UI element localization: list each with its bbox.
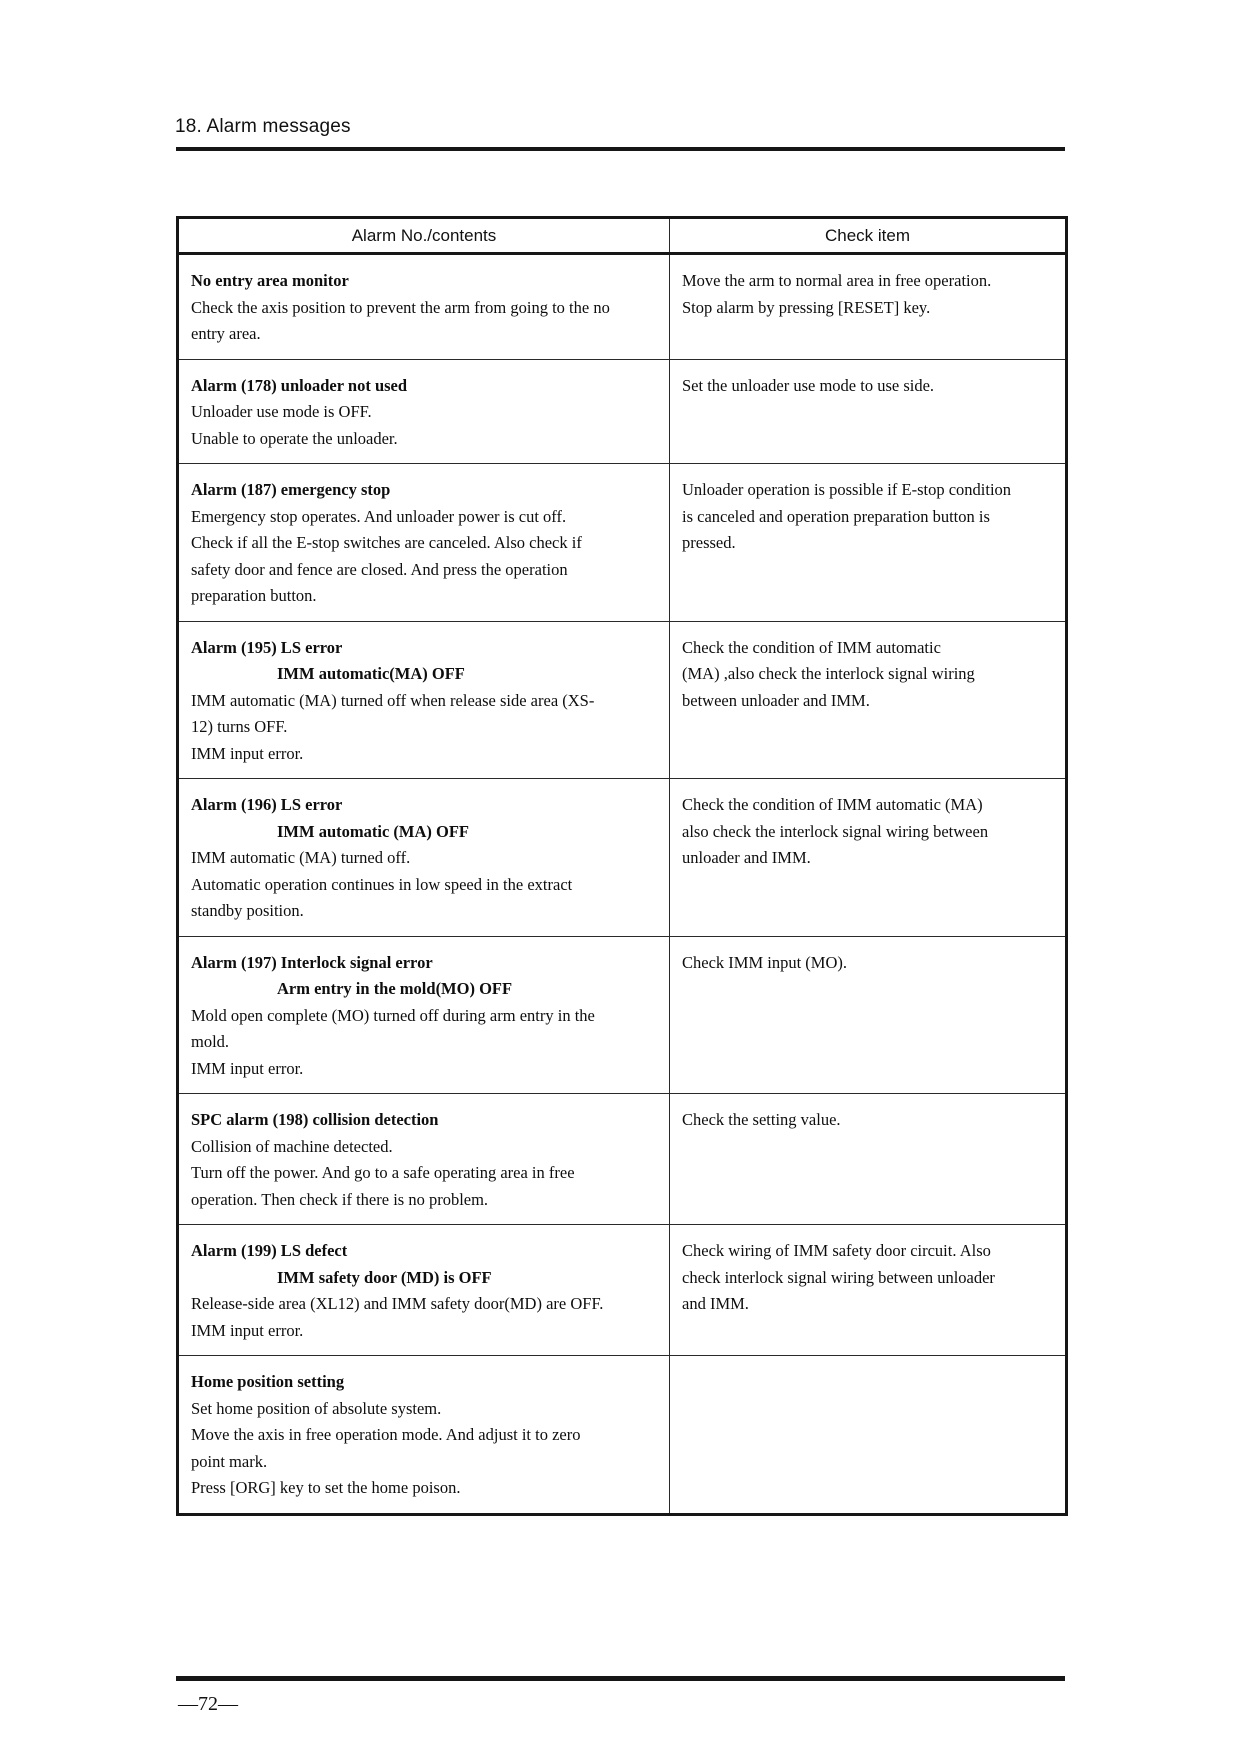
text-line: check interlock signal wiring between unloader: [682, 1267, 995, 1287]
text-line: Check wiring of IMM safety door circuit. Also: [682, 1241, 991, 1260]
alarm-cell: [178, 779, 670, 937]
text-line: Arm entry in the mold(MO) OFF: [277, 979, 513, 998]
text-line: Release-side area (XL12) and IMM safety door(MD) are OFF.: [191, 1294, 604, 1313]
text-line: entry area.: [191, 324, 261, 343]
check-cell: [670, 621, 1067, 779]
check-cell: [670, 779, 1067, 937]
text-line: Alarm (197) Interlock signal error: [191, 952, 433, 972]
text-line: Stop alarm by pressing [RESET] key.: [682, 297, 931, 317]
text-line: SPC alarm (198) collision detection: [191, 1110, 439, 1129]
text-line: Alarm (178) unloader not used: [191, 375, 408, 395]
table-row: [178, 359, 1067, 464]
text-line: point mark.: [191, 1451, 268, 1471]
table-row: [178, 779, 1067, 937]
alarm-cell: [178, 936, 670, 1094]
page-number: —72—: [178, 1693, 238, 1715]
alarm-cell: [178, 359, 670, 464]
check-cell: [670, 464, 1067, 622]
text-line: Home position setting: [191, 1372, 345, 1391]
check-cell: [670, 1225, 1067, 1356]
text-line: pressed.: [682, 533, 736, 552]
text-line: mold.: [191, 1032, 230, 1051]
check-cell: [670, 359, 1067, 464]
text-line: Collision of machine detected.: [191, 1136, 393, 1156]
text-line: operation. Then check if there is no problem.: [191, 1189, 489, 1209]
text-line: also check the interlock signal wiring between: [682, 821, 989, 841]
check-cell: [670, 1356, 1067, 1515]
section-title-rule: [176, 147, 1065, 151]
text-line: preparation button.: [191, 586, 317, 605]
text-line: Turn off the power. And go to a safe operating area in free: [191, 1163, 575, 1182]
section-title: 18. Alarm messages: [175, 116, 351, 137]
text-line: IMM automatic (MA) turned off.: [191, 848, 411, 867]
table-row: [178, 254, 1067, 360]
text-line: Unable to operate the unloader.: [191, 428, 398, 448]
table-row: [178, 464, 1067, 622]
text-line: IMM input error.: [191, 1320, 304, 1340]
alarm-cell: [178, 1094, 670, 1225]
text-line: Set the unloader use mode to use side.: [682, 375, 935, 395]
text-line: Check the axis position to prevent the arm from going to the no: [191, 297, 610, 317]
alarm-table: [176, 216, 1068, 1516]
alarm-cell: [178, 464, 670, 622]
check-cell: [670, 936, 1067, 1094]
alarm-cell: [178, 254, 670, 360]
check-cell: [670, 1094, 1067, 1225]
text-line: IMM input error.: [191, 743, 304, 763]
alarm-cell: [178, 1356, 670, 1515]
text-line: IMM input error.: [191, 1058, 304, 1078]
column-header-check-item: Check item: [670, 218, 1067, 254]
text-line: Emergency stop operates. And unloader power is cut off.: [191, 506, 567, 526]
text-line: Check the setting value.: [682, 1110, 841, 1129]
text-line: unloader and IMM.: [682, 848, 811, 867]
text-line: Check the condition of IMM automatic (MA): [682, 795, 983, 814]
table-row: [178, 1094, 1067, 1225]
table-header-row: [178, 218, 1067, 254]
table-row: [178, 936, 1067, 1094]
text-line: IMM automatic(MA) OFF: [277, 664, 465, 683]
text-line: (MA) ,also check the interlock signal wiring: [682, 664, 975, 683]
text-line: Check if all the E-stop switches are canceled. Also check if: [191, 533, 582, 552]
text-line: Press [ORG] key to set the home poison.: [191, 1478, 461, 1497]
footer-rule: [176, 1676, 1065, 1681]
text-line: Check IMM input (MO).: [682, 952, 847, 972]
text-line: and IMM.: [682, 1294, 749, 1313]
table-row: [178, 621, 1067, 779]
text-line: between unloader and IMM.: [682, 690, 870, 710]
text-line: standby position.: [191, 901, 304, 920]
text-line: Alarm (196) LS error: [191, 795, 343, 814]
alarm-cell: [178, 1225, 670, 1356]
text-line: Alarm (199) LS defect: [191, 1241, 348, 1260]
text-line: Mold open complete (MO) turned off during arm entry in the: [191, 1005, 595, 1025]
text-line: Set home position of absolute system.: [191, 1398, 442, 1418]
text-line: is canceled and operation preparation button is: [682, 506, 990, 526]
text-line: IMM automatic (MA) OFF: [277, 821, 469, 841]
text-line: Move the axis in free operation mode. And adjust it to zero: [191, 1425, 581, 1444]
text-line: No entry area monitor: [191, 271, 349, 290]
text-line: Alarm (195) LS error: [191, 637, 343, 657]
text-line: Move the arm to normal area in free operation.: [682, 271, 992, 290]
table-row: [178, 1356, 1067, 1515]
text-line: Unloader operation is possible if E-stop condition: [682, 480, 1012, 499]
alarm-cell: [178, 621, 670, 779]
text-line: IMM automatic (MA) turned off when release side area (XS-: [191, 690, 595, 710]
text-line: safety door and fence are closed. And press the operation: [191, 559, 568, 579]
text-line: IMM safety door (MD) is OFF: [277, 1267, 492, 1287]
text-line: Check the condition of IMM automatic: [682, 637, 941, 657]
text-line: Unloader use mode is OFF.: [191, 402, 372, 421]
table-row: [178, 1225, 1067, 1356]
text-line: Automatic operation continues in low speed in the extract: [191, 874, 573, 894]
text-line: 12) turns OFF.: [191, 717, 288, 736]
column-header-alarm-no-contents: Alarm No./contents: [178, 218, 670, 254]
text-line: Alarm (187) emergency stop: [191, 480, 391, 499]
check-cell: [670, 254, 1067, 360]
